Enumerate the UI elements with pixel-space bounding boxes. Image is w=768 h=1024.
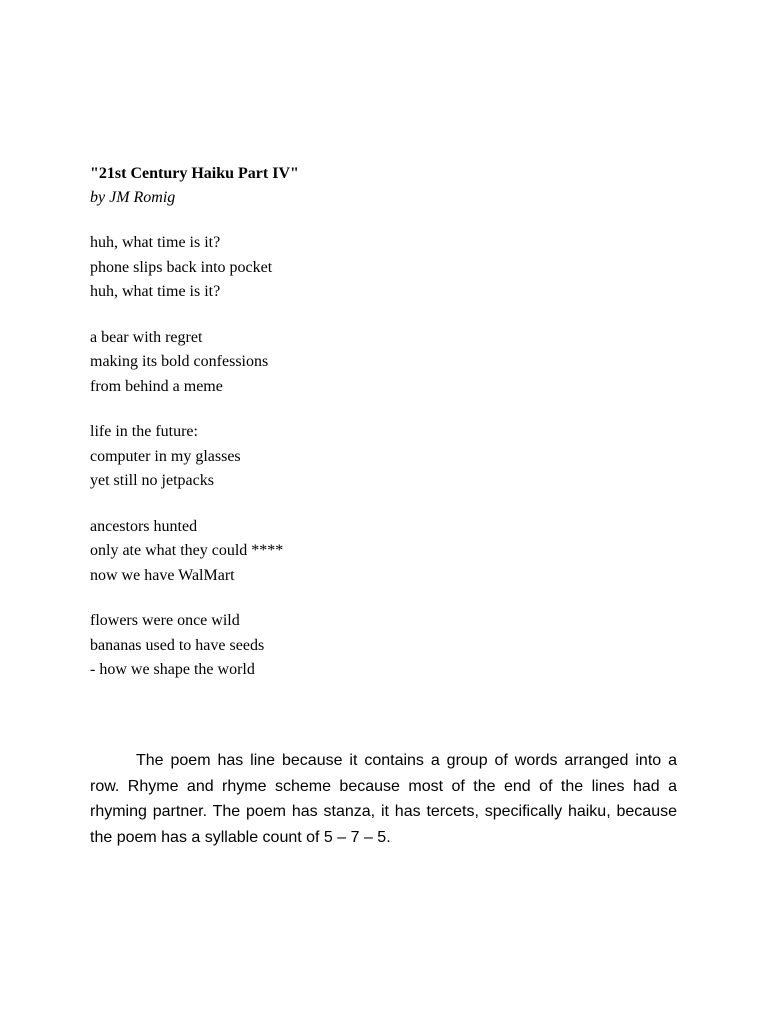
poem-author: by JM Romig bbox=[90, 189, 176, 206]
poem-line: huh, what time is it? bbox=[90, 283, 221, 300]
poem-line: bananas used to have seeds bbox=[90, 636, 265, 654]
poem-line: ancestors hunted bbox=[90, 517, 198, 535]
poem bbox=[90, 162, 690, 683]
poem-line: computer in my glasses bbox=[90, 447, 241, 465]
poem-line: a bear with regret bbox=[90, 328, 203, 346]
stanza bbox=[90, 609, 690, 683]
analysis-paragraph: The poem has line because it contains a group of words arranged into a row. Rhyme and rhyme scheme because most of the end of the lines had a rhyming partner. The poem has stanza, it has tercets, specifically haiku, because the poem has a syllable count of 5 – 7 – 5. bbox=[90, 752, 677, 846]
poem-title: "21st Century Haiku Part IV" bbox=[90, 165, 299, 182]
stanza bbox=[90, 231, 690, 305]
poem-line: - how we shape the world bbox=[90, 661, 255, 678]
poem-line: only ate what they could **** bbox=[90, 542, 284, 559]
stanza bbox=[90, 326, 690, 400]
poem-line: life in the future: bbox=[90, 423, 198, 440]
poem-line: flowers were once wild bbox=[90, 612, 240, 629]
poem-line: making its bold confessions bbox=[90, 353, 269, 370]
poem-line: huh, what time is it? bbox=[90, 234, 221, 251]
stanza bbox=[90, 515, 690, 589]
poem-line: from behind a meme bbox=[90, 377, 223, 395]
poem-line: now we have WalMart bbox=[90, 566, 235, 584]
poem-line: yet still no jetpacks bbox=[90, 472, 214, 489]
stanza bbox=[90, 420, 690, 494]
poem-line: phone slips back into pocket bbox=[90, 258, 273, 276]
